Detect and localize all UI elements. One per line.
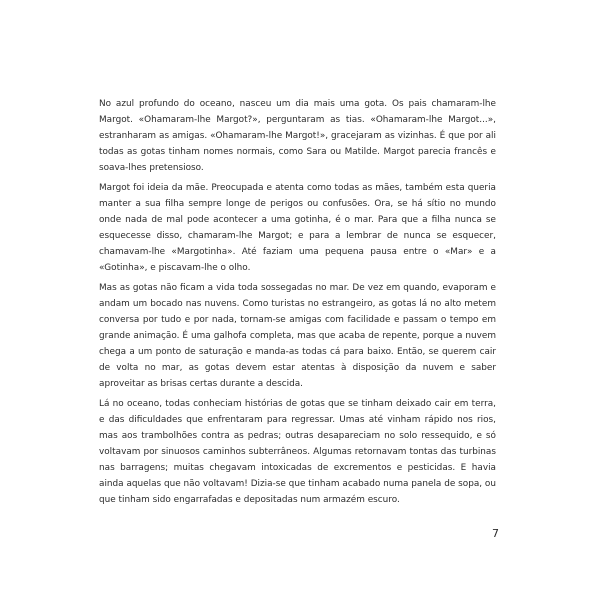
paragraph-4: Lá no oceano, todas conheciam histórias de gotas que se tinham deixado cair em terra, e das dificuldades que enfrentaram para regressar. Umas até vinham rápido nos rios, mas aos trambolhões contra as pedras; outras desapareciam no solo ressequido, e só voltavam por sinuosos caminhos subterrâneos. Algumas retornavam tontas das turbinas nas barragens; muitas chegavam intoxicadas de excrementos e pesticidas. E havia ainda aquelas que não voltavam! Dizia-se que tinham acabado numa panela de sopa, ou que tinham sido engarrafadas e depositadas num armazém escuro. (99, 399, 496, 505)
body-text (99, 96, 496, 512)
paragraph-1: No azul profundo do oceano, nasceu um dia mais uma gota. Os pais chamaram-lhe Margot. «Ohamaram-lhe Margot?», perguntaram as tias. «Ohamaram-lhe Margot...», estranharam as amigas. «Ohamaram-lhe Margot!», gracejaram as vizinhas. É que por ali todas as gotas tinham nomes normais, como Sara ou Matilde. Margot parecia francês e soava-lhes pretensioso. (99, 99, 496, 173)
paragraph-3: Mas as gotas não ficam a vida toda sossegadas no mar. De vez em quando, evaporam e andam um bocado nas nuvens. Como turistas no estrangeiro, as gotas lá no alto metem conversa por tudo e por nada, tornam-se amigas com facilidade e passam o tempo em grande animação. É uma galhofa completa, mas que acaba de repente, porque a nuvem chega a um ponto de saturação e manda-as todas cá para baixo. Então, se querem cair de volta no mar, as gotas devem estar atentas à disposição da nuvem e saber aproveitar as brisas certas durante a descida. (99, 283, 496, 389)
page-number: 7 (492, 527, 499, 540)
paragraph-2: Margot foi ideia da mãe. Preocupada e atenta como todas as mães, também esta queria manter a sua filha sempre longe de perigos ou confusões. Ora, se há sítio no mundo onde nada de mal pode acontecer a uma gotinha, é o mar. Para que a filha nunca se esquecesse disso, chamaram-lhe Margot; e para a lembrar de nunca se esquecer, chamavam-lhe «Margotinha». Até faziam uma pequena pausa entre o «Mar» e a «Gotinha», e piscavam-lhe o olho. (99, 183, 496, 273)
